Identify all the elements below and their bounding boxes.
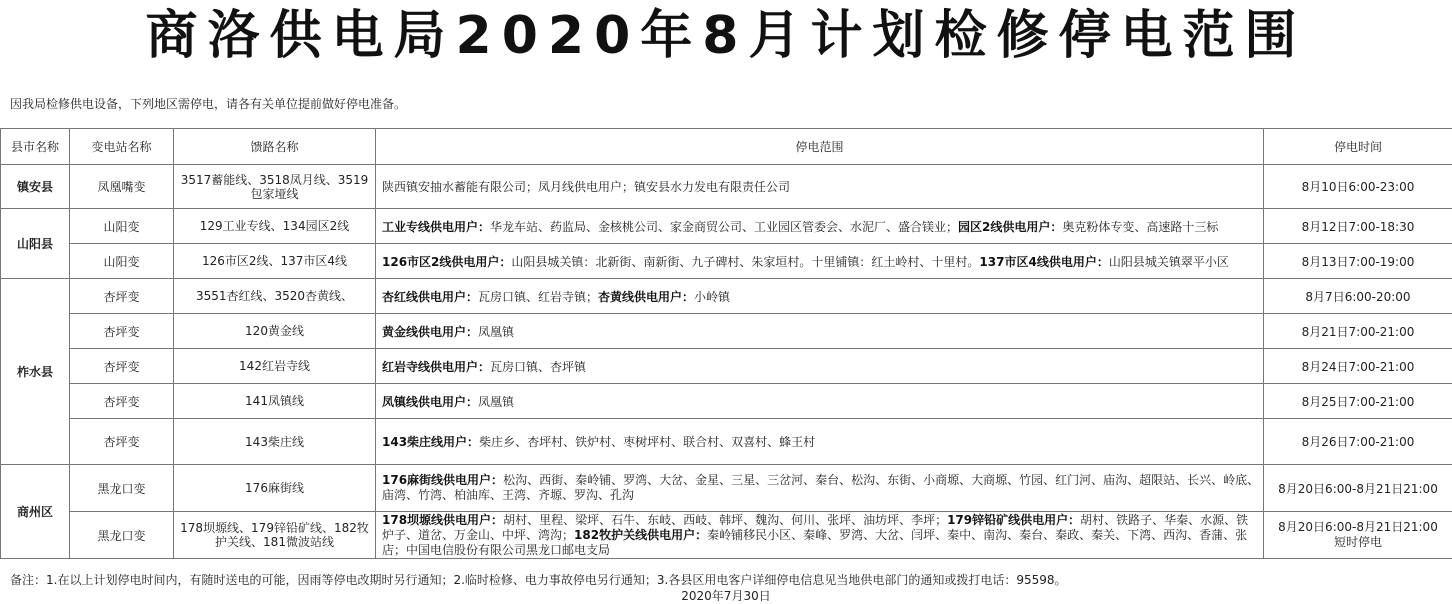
header-substation: 变电站名称 [70, 129, 174, 165]
scope-cell [376, 279, 1264, 314]
scope-text: 瓦房口镇、杏坪镇 [490, 360, 586, 374]
scope-cell [376, 209, 1264, 244]
scope-label: 176麻街线供电用户： [382, 473, 503, 487]
substation-cell: 山阳变 [70, 209, 174, 244]
substation-cell: 山阳变 [70, 244, 174, 279]
scope-cell [376, 349, 1264, 384]
table-row [1, 314, 1452, 349]
feeder-cell: 126市区2线、137市区4线 [174, 244, 376, 279]
time-cell: 8月13日7:00-19:00 [1264, 244, 1452, 279]
time-cell: 8月21日7:00-21:00 [1264, 314, 1452, 349]
scope-text: 松沟、西街、秦岭铺、罗湾、大岔、金星、三星、三岔河、秦台、松沟、东街、小商塬、大商塬、竹园、红门河、庙沟、超限站、长兴、岭底、庙湾、竹湾、柏油库、王湾、齐塬、罗沟、孔沟 [382, 473, 1259, 502]
header-time: 停电时间 [1264, 129, 1452, 165]
issue-date: 2020年7月30日 [0, 587, 1452, 604]
scope-label: 黄金线供电用户： [382, 325, 478, 339]
substation-cell: 凤凰嘴变 [70, 165, 174, 209]
feeder-cell: 3551杏红线、3520杏黄线、 [174, 279, 376, 314]
time-cell: 8月24日7:00-21:00 [1264, 349, 1452, 384]
scope-text: 奥克粉体专变、高速路十三标 [1062, 220, 1218, 234]
scope-cell [376, 165, 1264, 209]
scope-label: 红岩寺线供电用户： [382, 360, 490, 374]
time-cell: 8月10日6:00-23:00 [1264, 165, 1452, 209]
header-feeder: 馈路名称 [174, 129, 376, 165]
scope-label: 182牧护关线供电用户： [574, 528, 707, 542]
scope-text: 山阳县城关镇翠平小区 [1109, 255, 1229, 269]
scope-label: 137市区4线供电用户： [979, 255, 1108, 269]
county-cell: 镇安县 [1, 165, 70, 209]
substation-cell: 杏坪变 [70, 279, 174, 314]
time-cell: 8月7日6:00-20:00 [1264, 279, 1452, 314]
time-cell: 8月12日7:00-18:30 [1264, 209, 1452, 244]
scope-text: 山阳县城关镇：北新街、南新街、九子碑村、朱家垣村。十里铺镇：红土岭村、十里村。 [511, 255, 979, 269]
time-note: 短时停电 [1267, 535, 1449, 550]
substation-cell: 黑龙口变 [70, 465, 174, 512]
substation-cell: 黑龙口变 [70, 512, 174, 559]
scope-cell [376, 512, 1264, 559]
scope-label: 杏红线供电用户： [382, 290, 478, 304]
outage-table [0, 128, 1452, 559]
scope-label: 178坝塬线供电用户： [382, 513, 503, 527]
feeder-cell: 178坝塬线、179锌铅矿线、182牧护关线、181微波站线 [174, 512, 376, 559]
scope-text: 凤凰镇 [478, 395, 514, 409]
scope-text: 凤凰镇 [478, 325, 514, 339]
table-row [1, 165, 1452, 209]
table-row [1, 279, 1452, 314]
county-cell: 山阳县 [1, 209, 70, 279]
scope-cell [376, 465, 1264, 512]
scope-label: 凤镇线供电用户： [382, 395, 478, 409]
table-row [1, 419, 1452, 465]
feeder-cell: 3517蓄能线、3518凤月线、3519包家垭线 [174, 165, 376, 209]
table-row [1, 465, 1452, 512]
table-row [1, 209, 1452, 244]
time-value: 8月20日6:00-8月21日21:00 [1267, 520, 1449, 535]
table-row [1, 512, 1452, 559]
scope-text: 华龙车站、药监局、金核桃公司、家金商贸公司、工业园区管委会、水泥厂、盛合镁业； [490, 220, 958, 234]
footnote: 备注：1.在以上计划停电时间内，有随时送电的可能，因雨等停电改期时另行通知；2.临时检修、电力事故停电另行通知；3.各县区用电客户详细停电信息见当地供电部门的通知或拨打电话：95598。 [10, 571, 1067, 588]
county-cell: 柞水县 [1, 279, 70, 465]
table-header-row [1, 129, 1452, 165]
scope-text: 胡村、铁路子、华秦、水源、铁炉子、道岔、万金山、中坪、湾沟； [382, 513, 1248, 542]
feeder-cell: 143柴庄线 [174, 419, 376, 465]
scope-text: 胡村、里程、梁坪、石牛、东岐、西岐、韩坪、魏沟、何川、张坪、油坊坪、李坪； [503, 513, 947, 527]
scope-label: 143柴庄线用户： [382, 435, 479, 449]
table-row [1, 384, 1452, 419]
scope-label: 126市区2线供电用户： [382, 255, 511, 269]
header-county: 县市名称 [1, 129, 70, 165]
scope-text: 秦岭铺移民小区、秦峰、罗湾、大岔、闫坪、秦中、南沟、秦台、秦政、秦关、下湾、西沟、香蒲、张店；中国电信股份有限公司黑龙口邮电支局 [382, 528, 1247, 557]
substation-cell: 杏坪变 [70, 314, 174, 349]
substation-cell: 杏坪变 [70, 384, 174, 419]
header-scope: 停电范围 [376, 129, 1264, 165]
table-row [1, 349, 1452, 384]
time-cell [1264, 512, 1452, 559]
feeder-cell: 176麻街线 [174, 465, 376, 512]
scope-cell [376, 314, 1264, 349]
scope-text: 瓦房口镇、红岩寺镇； [478, 290, 598, 304]
feeder-cell: 129工业专线、134园区2线 [174, 209, 376, 244]
scope-cell [376, 244, 1264, 279]
scope-label: 杏黄线供电用户： [598, 290, 694, 304]
feeder-cell: 142红岩寺线 [174, 349, 376, 384]
time-cell: 8月25日7:00-21:00 [1264, 384, 1452, 419]
county-cell: 商州区 [1, 465, 70, 559]
substation-cell: 杏坪变 [70, 349, 174, 384]
scope-cell [376, 419, 1264, 465]
feeder-cell: 141凤镇线 [174, 384, 376, 419]
feeder-cell: 120黄金线 [174, 314, 376, 349]
scope-text: 陕西镇安抽水蓄能有限公司；凤月线供电用户；镇安县水力发电有限责任公司 [382, 180, 790, 194]
scope-text: 小岭镇 [694, 290, 730, 304]
time-cell: 8月26日7:00-21:00 [1264, 419, 1452, 465]
intro-text: 因我局检修供电设备，下列地区需停电，请各有关单位提前做好停电准备。 [10, 95, 406, 112]
scope-label: 179锌铅矿线供电用户： [947, 513, 1080, 527]
scope-text: 柴庄乡、杏坪村、铁炉村、枣树坪村、联合村、双喜村、蜂王村 [479, 435, 815, 449]
table-row [1, 244, 1452, 279]
scope-label: 园区2线供电用户： [958, 220, 1062, 234]
substation-cell: 杏坪变 [70, 419, 174, 465]
time-cell: 8月20日6:00-8月21日21:00 [1264, 465, 1452, 512]
page-title: 商洛供电局2020年8月计划检修停电范围 [0, 4, 1452, 68]
scope-cell [376, 384, 1264, 419]
scope-label: 工业专线供电用户： [382, 220, 490, 234]
